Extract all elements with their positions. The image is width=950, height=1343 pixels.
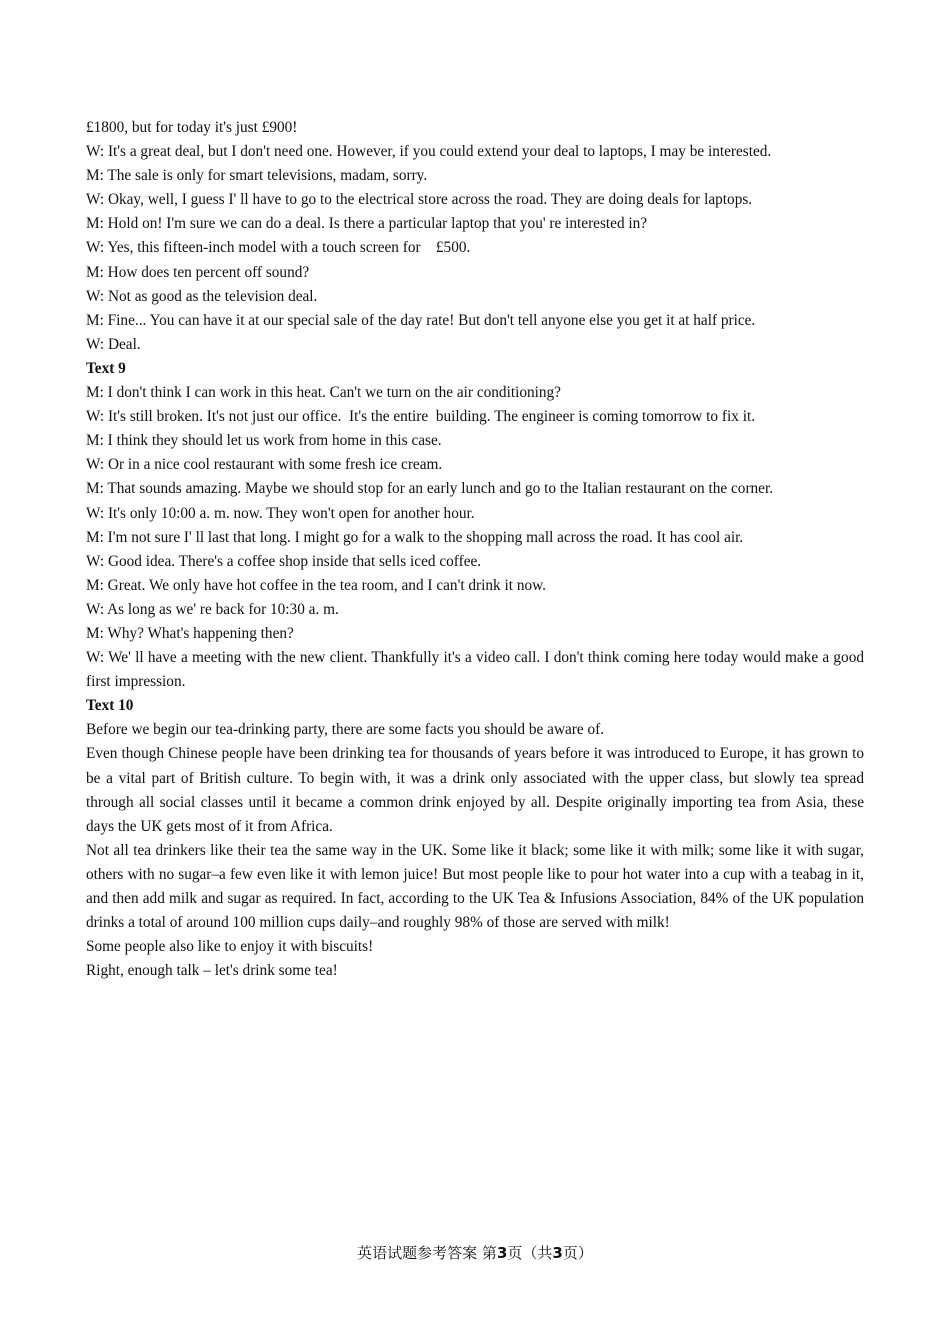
footer-prefix: 英语试题参考答案 第 bbox=[357, 1244, 497, 1262]
dialogue-line: W: As long as we' re back for 10:30 a. m. bbox=[86, 600, 339, 618]
section-heading-text10: Text 10 bbox=[86, 697, 134, 715]
footer-suffix: 页） bbox=[562, 1244, 593, 1262]
monologue-paragraph: Right, enough talk – let's drink some tea! bbox=[86, 962, 338, 980]
dialogue-line: W: It's only 10:00 a. m. now. They won't open for another hour. bbox=[86, 504, 475, 522]
dialogue-line: W: It's a great deal, but I don't need one. However, if you could extend your deal to laptops, I may be interested. bbox=[86, 143, 772, 161]
dialogue-line: M: Why? What's happening then? bbox=[86, 624, 294, 642]
dialogue-line: M: Hold on! I'm sure we can do a deal. Is there a particular laptop that you' re interested in? bbox=[86, 215, 648, 233]
dialogue-line: M: I don't think I can work in this heat. Can't we turn on the air conditioning? bbox=[86, 384, 561, 402]
monologue-paragraph: Not all tea drinkers like their tea the same way in the UK. Some like it black; some like it with milk; some like it with sugar, others with no sugar–a few even like it with lemon juice! But most people like to pour hot water into a cup with a teabag in it, and then add milk and sugar as required. In fact, according to the UK Tea & Infusions Association, 84% of the UK population drinks a total of around 100 million cups daily–and roughly 98% of those are served with milk! bbox=[86, 841, 864, 932]
dialogue-line: M: Fine... You can have it at our special sale of the day rate! But don't tell anyone else you get it at half price. bbox=[86, 311, 756, 329]
monologue-paragraph: Before we begin our tea-drinking party, there are some facts you should be aware of. bbox=[86, 721, 605, 739]
document-page bbox=[86, 116, 864, 983]
dialogue-line: W: Yes, this fifteen-inch model with a touch screen for £500. bbox=[86, 239, 471, 257]
dialogue-line: W: It's still broken. It's not just our office. It's the entire building. The engineer is coming tomorrow to fix it. bbox=[86, 408, 756, 426]
dialogue-line: W: Good idea. There's a coffee shop inside that sells iced coffee. bbox=[86, 552, 482, 570]
dialogue-line: M: That sounds amazing. Maybe we should stop for an early lunch and go to the Italian restaurant on the corner. bbox=[86, 480, 774, 498]
text8-continuation bbox=[86, 116, 864, 357]
dialogue-line: W: Deal. bbox=[86, 335, 141, 353]
dialogue-line: M: How does ten percent off sound? bbox=[86, 263, 310, 281]
dialogue-line: M: I'm not sure I' ll last that long. I might go for a walk to the shopping mall across the road. It has cool air. bbox=[86, 528, 744, 546]
footer-total-pages: 3 bbox=[552, 1244, 563, 1262]
dialogue-line: M: Great. We only have hot coffee in the tea room, and I can't drink it now. bbox=[86, 576, 547, 594]
dialogue-line: £1800, but for today it's just £900! bbox=[86, 119, 298, 136]
monologue-paragraph: Some people also like to enjoy it with biscuits! bbox=[86, 938, 374, 956]
dialogue-line: W: Or in a nice cool restaurant with some fresh ice cream. bbox=[86, 456, 443, 474]
dialogue-line: W: Okay, well, I guess I' ll have to go to the electrical store across the road. They are doing deals for laptops. bbox=[86, 191, 753, 209]
page-footer bbox=[0, 1243, 950, 1263]
monologue-paragraph: Even though Chinese people have been drinking tea for thousands of years before it was introduced to Europe, it has grown to be a vital part of British culture. To begin with, it was a drink only associated with the upper class, but slowly tea spread through all social classes until it became a common drink enjoyed by all. Despite originally importing tea from Asia, these days the UK gets most of it from Africa. bbox=[86, 745, 864, 835]
footer-middle: 页（共 bbox=[507, 1244, 553, 1262]
text9-section bbox=[86, 357, 864, 694]
text10-section bbox=[86, 694, 864, 983]
footer-page-number: 3 bbox=[496, 1244, 508, 1262]
dialogue-line: W: Not as good as the television deal. bbox=[86, 287, 318, 305]
dialogue-line: M: The sale is only for smart televisions, madam, sorry. bbox=[86, 167, 428, 185]
section-heading-text9: Text 9 bbox=[86, 359, 126, 377]
dialogue-line: M: I think they should let us work from home in this case. bbox=[86, 432, 442, 450]
dialogue-paragraph: W: We' ll have a meeting with the new client. Thankfully it's a video call. I don't think coming here today would make a good first impression. bbox=[86, 649, 864, 691]
